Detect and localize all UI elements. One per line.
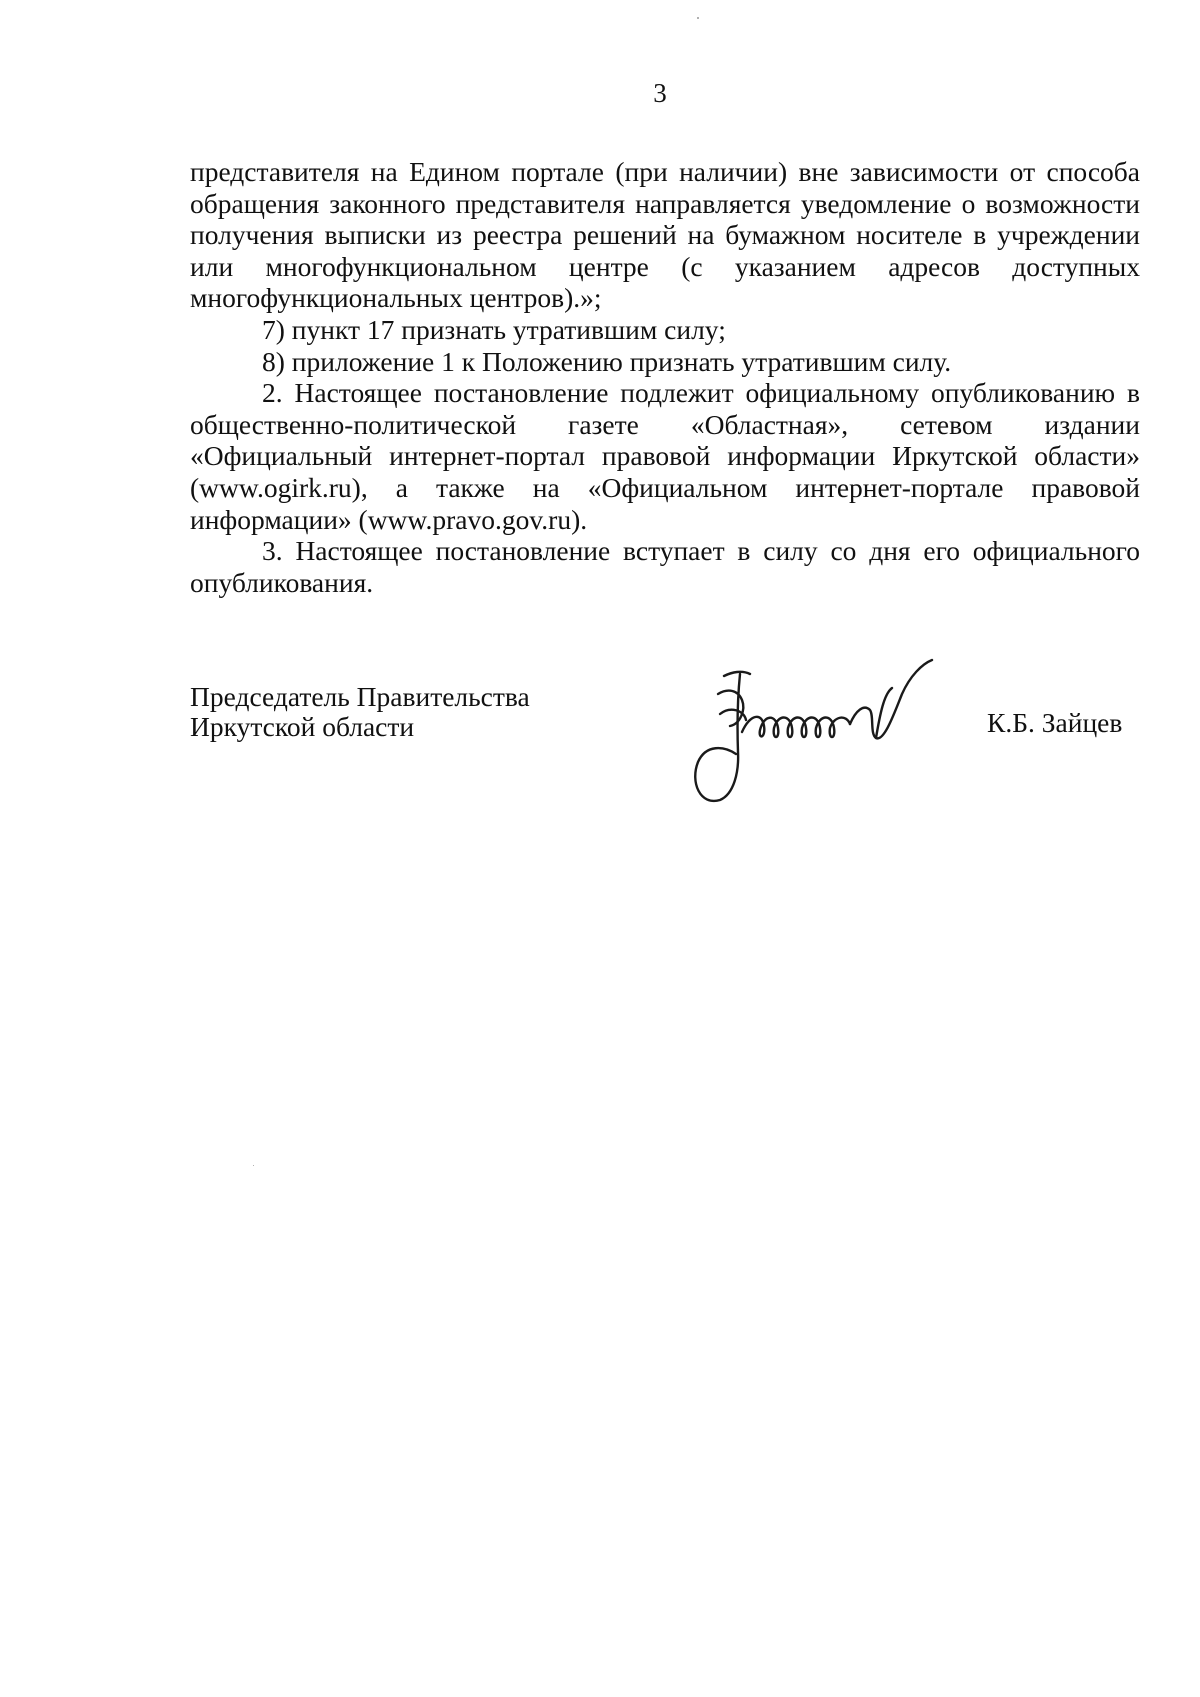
paragraph-item-7: 7) пункт 17 признать утратившим силу; bbox=[262, 313, 726, 345]
paragraph-continuation: представителя на Едином портале (при наличии) вне зависимости от способа обращения законного представителя направляется уведомление о возможности получения выписки из реестра решений на бумажном носителе в учреждении или многофункциональном центре (с указанием адресов доступных многофункциональных центров).»; bbox=[190, 156, 1140, 314]
signer-title bbox=[190, 682, 530, 742]
paragraph-publication: 2. Настоящее постановление подлежит официальному опубликованию в общественно-политической газете «Областная», сетевом издании «Официальный интернет-портал правовой информации Иркутской области» (www.ogirk.ru), а также на «Официальном интернет-портале правовой информации» (www.pravo.gov.ru). bbox=[190, 377, 1140, 535]
handwritten-signature bbox=[680, 654, 950, 804]
page-number: 3 bbox=[653, 78, 667, 108]
scan-speck bbox=[253, 1165, 254, 1166]
document-body bbox=[190, 156, 1140, 598]
signer-title-line-2: Иркутской области bbox=[190, 711, 415, 742]
paragraph-effective-date: 3. Настоящее постановление вступает в силу со дня его официального опубликования. bbox=[190, 535, 1140, 598]
scan-speck bbox=[697, 17, 699, 19]
signature-block bbox=[190, 682, 1140, 802]
signer-title-line-1: Председатель Правительства bbox=[190, 681, 530, 712]
paragraph-item-8: 8) приложение 1 к Положению признать утратившим силу. bbox=[262, 345, 952, 377]
signer-name: К.Б. Зайцев bbox=[987, 707, 1123, 738]
